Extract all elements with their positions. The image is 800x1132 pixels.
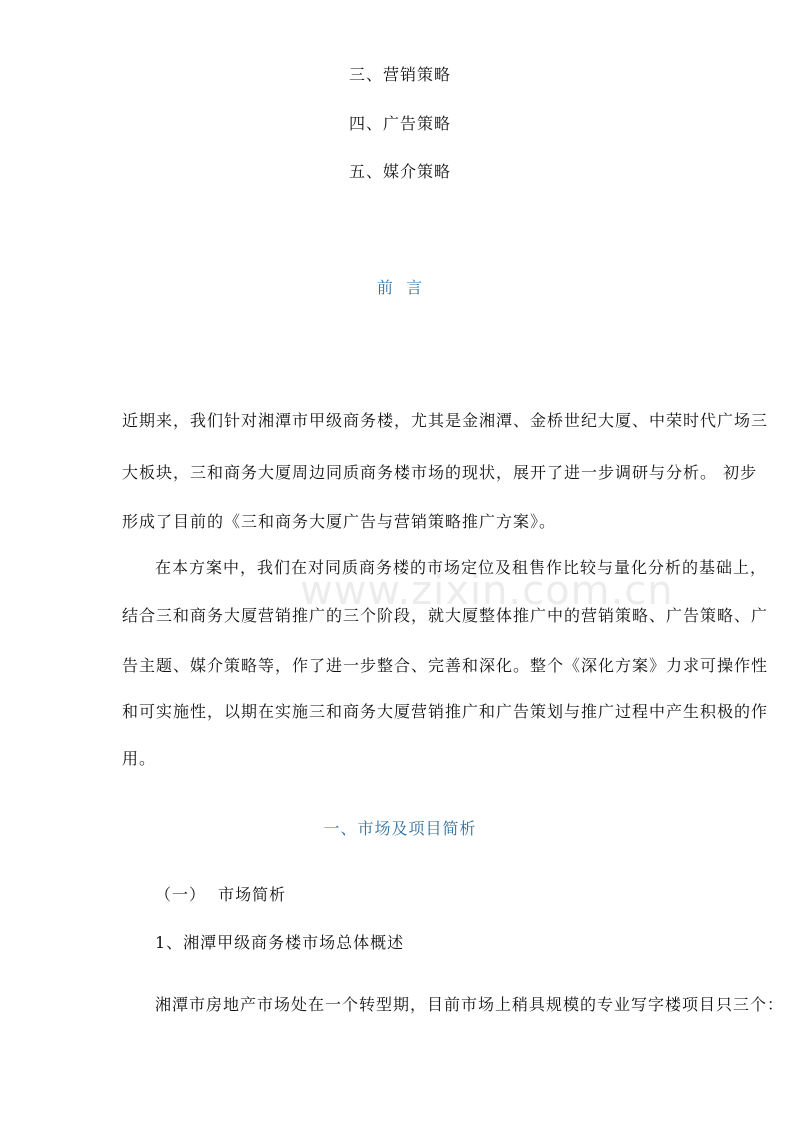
paragraph-line: 形成了目前的《三和商务大厦广告与营销策略推广方案》。 <box>122 512 557 531</box>
paragraph-line: 结合三和商务大厦营销推广的三个阶段，就大厦整体推广中的营销策略、广告策略、广 <box>122 606 769 625</box>
paragraph-line: 告主题、媒介策略等，作了进一步整合、完善和深化。整个《深化方案》力求可操作性 <box>122 656 769 675</box>
watermark: www.zixin.com.cn <box>300 568 674 614</box>
paragraph-line: 用。 <box>122 749 157 768</box>
preface-title: 前 言 <box>376 278 424 297</box>
paragraph-line: 在本方案中，我们在对同质商务楼的市场定位及租售作比较与量化分析的基础上， <box>155 558 768 577</box>
subsection-heading: （一） 市场简析 <box>155 885 287 904</box>
paragraph-line: 近期来，我们针对湘潭市甲级商务楼，尤其是金湘潭、金桥世纪大厦、中荣时代广场三 <box>122 411 769 430</box>
section-heading-market: 一、市场及项目简析 <box>323 819 477 838</box>
paragraph-line: 大板块，三和商务大厦周边同质商务楼市场的现状，展开了进一步调研与分析。 初步 <box>122 463 758 482</box>
paragraph-line: 湘潭市房地产市场处在一个转型期，目前市场上稍具规模的专业写字楼项目只三个： <box>155 995 785 1014</box>
item-heading: 1、湘潭甲级商务楼市场总体概述 <box>155 933 405 952</box>
toc-item-advertising-strategy[interactable]: 四、广告策略 <box>348 114 451 133</box>
toc-item-media-strategy[interactable]: 五、媒介策略 <box>348 162 451 181</box>
paragraph-line: 和可实施性，以期在实施三和商务大厦营销推广和广告策划与推广过程中产生积极的作 <box>122 702 769 721</box>
toc-item-marketing-strategy[interactable]: 三、营销策略 <box>348 65 451 84</box>
